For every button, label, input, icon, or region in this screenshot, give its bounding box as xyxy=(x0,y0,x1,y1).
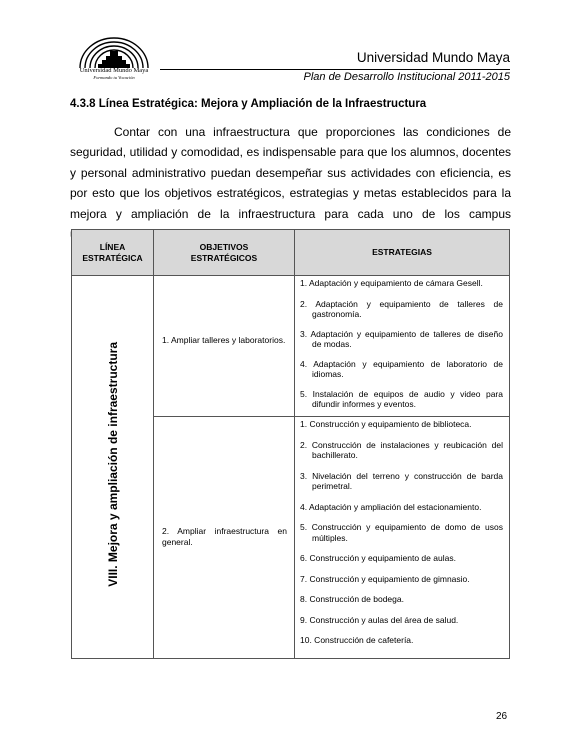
strategy-item: 2. Adaptación y equipamiento de talleres de gastronomía. xyxy=(300,298,503,319)
header-objetivos xyxy=(154,230,295,276)
strategy-item: 1. Adaptación y equipamiento de cámara Gesell. xyxy=(300,278,483,288)
linea-label: VIII. Mejora y ampliación de infraestructura xyxy=(105,342,120,587)
table-row xyxy=(72,276,510,417)
strategy-item: 4. Adaptación y ampliación del estacionamiento. xyxy=(300,501,482,512)
header-estrategias: ESTRATEGIAS xyxy=(295,230,510,276)
university-name: Universidad Mundo Maya xyxy=(356,50,510,65)
header-linea xyxy=(72,230,154,276)
intro-paragraph: Contar con una infraestructura que proporciones las condiciones de seguridad, utilidad y comodidad, es indispensable para que los alumnos, docentes y personal administrativo puedan desempeñar sus actividades con eficiencia, es por esto que los objetivos estratégicos, estrategias y metas establecidos para la mejora y ampliación de la infraestructura para cada uno de los campus xyxy=(70,125,511,221)
strategy-item: 5. Instalación de equipos de audio y video para difundir informes y eventos. xyxy=(300,388,503,409)
strategy-item: 3. Nivelación del terreno y construcción de barda perimetral. xyxy=(300,470,503,492)
plan-title: Plan de Desarrollo Institucional 2011-2015 xyxy=(303,71,510,83)
table-header-row xyxy=(72,230,510,276)
logo-motto: Formando tu Vocación xyxy=(93,75,135,80)
strategy-item: 10. Construcción de cafetería. xyxy=(300,635,414,646)
university-logo xyxy=(68,34,160,84)
header-linea-line1: LÍNEA xyxy=(99,241,126,252)
section-title: 4.3.8 Línea Estratégica: Mejora y Ampliación de la Infraestructura xyxy=(70,98,427,110)
strategy-item: 8. Construcción de bodega. xyxy=(300,594,404,605)
header-linea-line2: ESTRATÉGICA xyxy=(82,252,143,263)
logo-wordmark: Universidad Mundo Maya xyxy=(79,67,149,74)
strategy-list xyxy=(295,417,509,646)
strategy-item: 5. Construcción y equipamiento de domo de usos múltiples. xyxy=(300,522,503,543)
header-divider xyxy=(160,69,510,70)
objective-text: 2. Ampliar infraestructura en general. xyxy=(162,526,287,548)
strategy-table xyxy=(71,229,510,659)
header-objetivos-line1: OBJETIVOS xyxy=(199,241,249,252)
strategy-item: 4. Adaptación y equipamiento de laboratorio de idiomas. xyxy=(300,358,503,379)
strategy-list xyxy=(295,276,509,410)
strategy-item: 7. Construcción y equipamiento de gimnasio. xyxy=(300,573,470,584)
strategy-item: 9. Construcción y aulas del área de salud. xyxy=(300,614,459,625)
objective-cell xyxy=(154,276,295,417)
strategies-cell xyxy=(295,276,510,417)
strategy-item: 1. Construcción y equipamiento de biblioteca. xyxy=(300,419,472,430)
linea-cell xyxy=(72,276,154,659)
objective-text: 1. Ampliar talleres y laboratorios. xyxy=(162,335,286,345)
strategy-item: 6. Construcción y equipamiento de aulas. xyxy=(300,553,456,564)
page-number: 26 xyxy=(496,711,508,722)
strategy-item: 2. Construcción de instalaciones y reubicación del bachillerato. xyxy=(300,439,503,461)
strategies-cell xyxy=(295,417,510,659)
objective-cell xyxy=(154,417,295,659)
header-objetivos-line2: ESTRATÉGICOS xyxy=(190,252,258,263)
strategy-item: 3. Adaptación y equipamiento de talleres de diseño de modas. xyxy=(300,328,503,349)
